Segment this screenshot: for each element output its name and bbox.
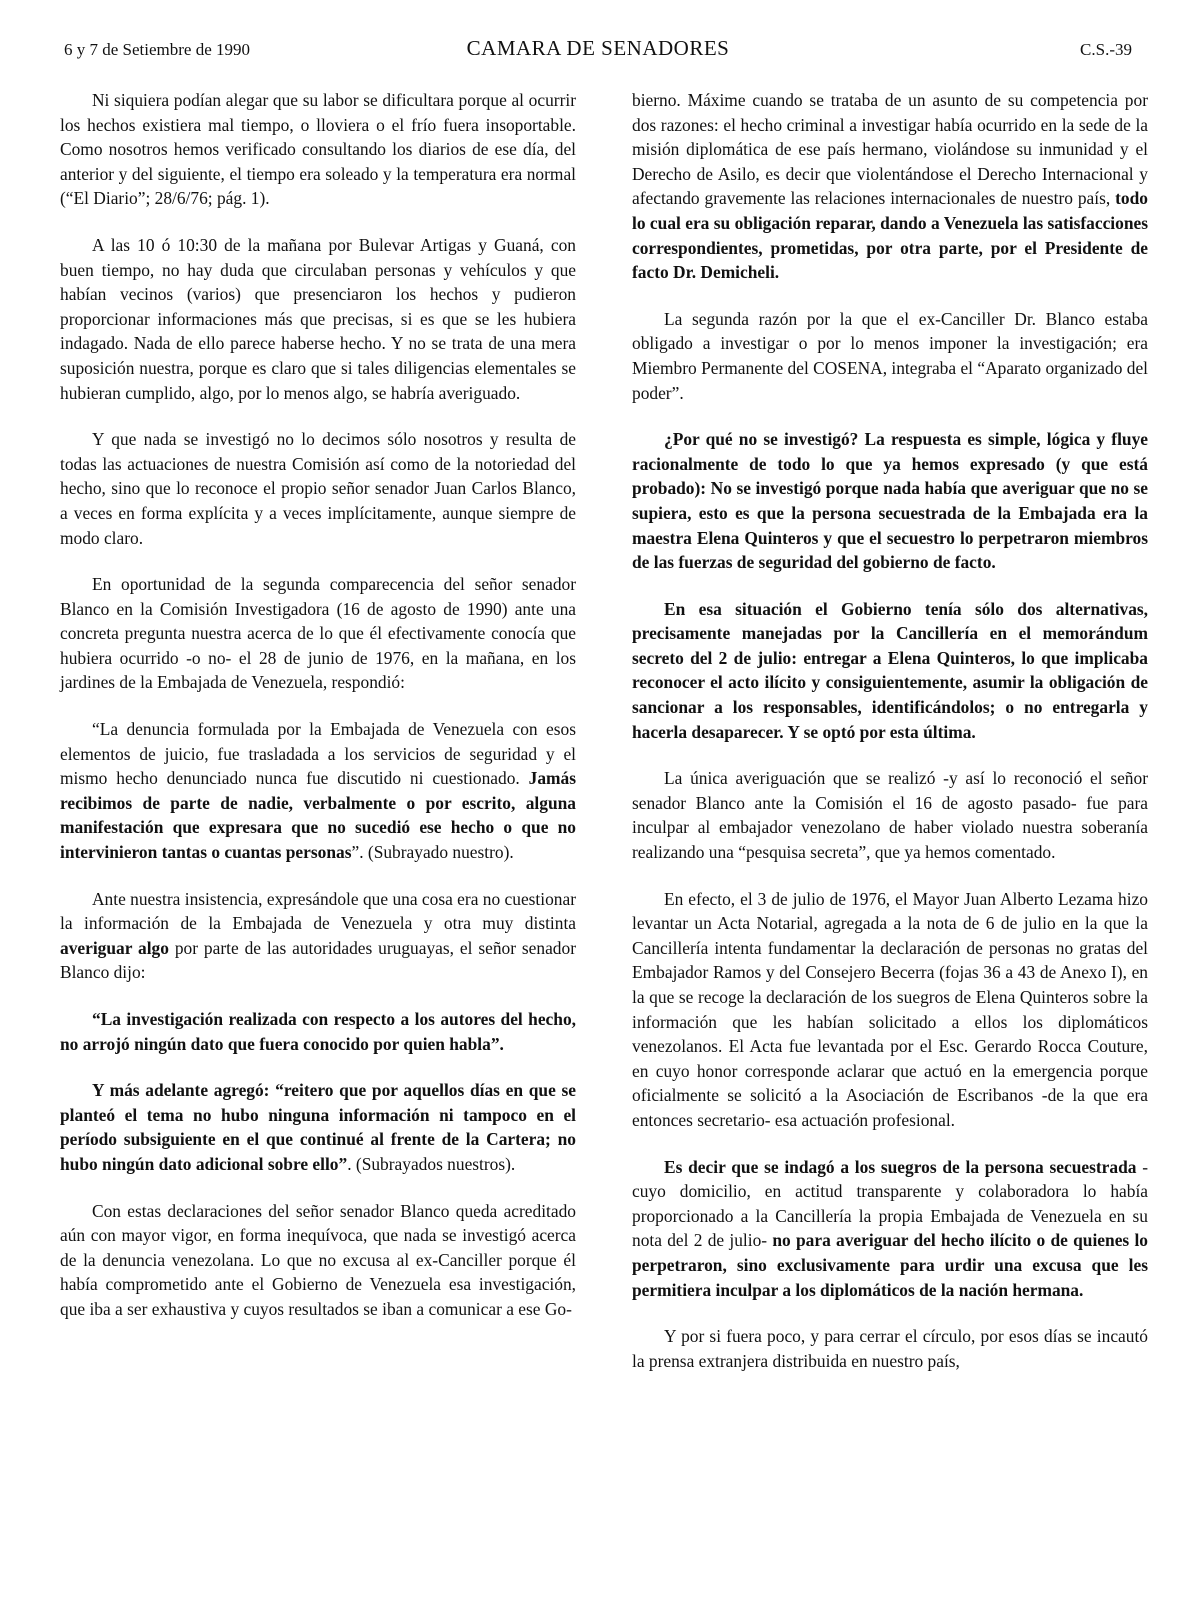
paragraph (632, 766, 1148, 864)
bold-text-segment: Y más adelante agregó: “reitero que por aquellos días en que se planteó el tema no hubo ninguna información ni tampoco en el período subsiguiente en el que continué al frente de la Cartera; no hubo ningún dato adicional sobre ello” (60, 1080, 576, 1174)
paragraph (60, 233, 576, 405)
bold-text-segment: Jamás recibimos de parte de nadie, verbalmente o por escrito, alguna manifestación que expresara que no sucedió ese hecho o que no intervinieron tantas o cuantas personas (60, 768, 576, 863)
text-segment: bierno. Máxime cuando se trataba de un asunto de su competencia por dos razones: el hecho criminal a investigar había ocurrido en la sede de la misión diplomática de ese país hermano, violándose su inmunidad y el Derecho de Asilo, es decir que violentándose el Derecho Internacional y afectando gravemente las relaciones internacionales de nuestro país, (632, 90, 1148, 209)
paragraph (60, 427, 576, 550)
text-segment: Y por si fuera poco, y para cerrar el círculo, por esos días se incautó la prensa extranjera distribuida en nuestro país, (632, 1326, 1148, 1371)
bold-text-segment: ¿Por qué no se investigó? La respuesta es simple, lógica y fluye racionalmente de todo lo que ya hemos expresado (y que está probado): No se investigó porque nada había que averiguar que no se supiera, esto es que la persona secuestrada de la Embajada era la maestra Elena Quinteros y que el secuestro lo perpetraron miembros de las fuerzas de seguridad del gobierno de facto. (632, 429, 1148, 573)
paragraph (632, 887, 1148, 1133)
paragraph (60, 572, 576, 695)
paragraph (60, 717, 576, 865)
bold-text-segment: todo lo cual era su obligación reparar, dando a Venezuela las satisfacciones correspondientes, prometidas, por otra parte, por el Presidente de facto Dr. Demicheli. (632, 188, 1148, 283)
paragraph (60, 1199, 576, 1322)
bold-text-segment: “La investigación realizada con respecto a los autores del hecho, no arrojó ningún dato que fuera conocido por quien habla”. (60, 1009, 576, 1054)
text-segment: A las 10 ó 10:30 de la mañana por Bulevar Artigas y Guaná, con buen tiempo, no hay duda que circulaban personas y vehículos y que habían vecinos (varios) que presenciaron los hechos y pudieron proporcionar informaciones más que precisas, si es que se les hubiera indagado. Nada de ello parece haberse hecho. Y no se trata de una mera suposición nuestra, porque es claro que si tales diligencias elementales se hubieran cumplido, algo, por lo menos algo, se habría averiguado. (60, 234, 576, 403)
text-segment: Con estas declaraciones del señor senador Blanco queda acreditado aún con mayor vigor, en forma inequívoca, que nada se investigó acerca de la denuncia venezolana. Lo que no excusa al ex-Canciller porque él había comprometido ante el Gobierno de Venezuela esa investigación, que iba a ser exhaustiva y cuyos resultados se iban a comunicar a ese Go- (60, 1200, 576, 1319)
text-segment: Ante nuestra insistencia, expresándole que una cosa era no cuestionar la información de la Embajada de Venezuela y otra muy distinta (60, 888, 576, 934)
paragraph (60, 1007, 576, 1056)
text-segment: En oportunidad de la segunda comparecencia del señor senador Blanco en la Comisión Investigadora (16 de agosto de 1990) ante una concreta pregunta nuestra acerca de lo que él efectivamente conocía que hubiera ocurrido -o no- el 28 de junio de 1976, en la mañana, en los jardines de la Embajada de Venezuela, respondió: (60, 574, 576, 693)
bold-text-segment: Es decir que se indagó a los suegros de la persona secuestrada (664, 1156, 1137, 1177)
page-header (64, 36, 1132, 66)
left-column (60, 88, 576, 1344)
paragraph (632, 597, 1148, 745)
text-segment: Y que nada se investigó no lo decimos sólo nosotros y resulta de todas las actuaciones de nuestra Comisión así como de la notoriedad del hecho, sino que lo reconoce el propio señor senador Juan Carlos Blanco, a veces en forma explícita y a veces implícitamente, aunque siempre de modo claro. (60, 429, 576, 548)
bold-text-segment: averiguar algo (60, 937, 169, 958)
paragraph (632, 427, 1148, 575)
header-date: 6 y 7 de Setiembre de 1990 (64, 40, 251, 59)
paragraph (632, 1324, 1148, 1373)
right-column (632, 88, 1148, 1395)
paragraph (60, 887, 576, 985)
paragraph (632, 307, 1148, 405)
header-page-number: C.S.-39 (1080, 40, 1132, 59)
paragraph (632, 1155, 1148, 1303)
text-segment: La segunda razón por la que el ex-Canciller Dr. Blanco estaba obligado a investigar o por lo menos imponer la investigación; era Miembro Permanente del COSENA, integraba el “Aparato organizado del poder”. (632, 308, 1148, 403)
text-segment: por parte de las autoridades uruguayas, el señor senador Blanco dijo: (60, 937, 576, 983)
text-segment: . (Subrayados nuestros). (347, 1153, 516, 1174)
text-segment: ”. (Subrayado nuestro). (351, 842, 514, 863)
text-segment: -cuyo domicilio, en actitud transparente y colaboradora lo había proporcionado a la Cancillería la propia Embajada de Venezuela en su nota del 2 de julio- (632, 1156, 1148, 1251)
paragraph (632, 88, 1148, 285)
bold-text-segment: En esa situación el Gobierno tenía sólo dos alternativas, precisamente manejadas por la Cancillería en el memorándum secreto del 2 de julio: entregar a Elena Quinteros, lo que implicaba reconocer el acto ilícito y consiguientemente, asumir la obligación de sancionar a los responsables, identificándolos; o no entregarla y hacerla desaparecer. Y se optó por esta última. (632, 598, 1148, 742)
bold-text-segment: no para averiguar del hecho ilícito o de quienes lo perpetraron, sino exclusivamente para urdir una excusa que les permitiera inculpar a los diplomáticos de la nación hermana. (632, 1230, 1148, 1300)
header-title: CAMARA DE SENADORES (466, 36, 730, 60)
text-segment: En efecto, el 3 de julio de 1976, el Mayor Juan Alberto Lezama hizo levantar un Acta Notarial, agregada a la nota de 6 de julio en la que la Cancillería intenta fundamentar la declaración de personas no gratas del Embajador Ramos y del Consejero Becerra (fojas 36 a 43 de Anexo I), en la que se recoge la declaración de los suegros de Elena Quinteros sobre la información que les habían solicitado a ellos los diplomáticos venezolanos. El Acta fue levantada por el Esc. Gerardo Rocca Couture, en cuyo honor corresponde aclarar que actuó en la emergencia porque oficialmente se solicitó a la Asociación de Escribanos -de la que era entonces secretario- esa actuación profesional. (632, 888, 1148, 1130)
text-segment: Ni siquiera podían alegar que su labor se dificultara porque al ocurrir los hechos existiera mal tiempo, o lloviera o el frío fuera insoportable. Como nosotros hemos verificado consultando los diarios de ese día, del anterior y del siguiente, el tiempo era soleado y la temperatura era normal (“El Diario”; 28/6/76; pág. 1). (60, 90, 576, 209)
text-segment: “La denuncia formulada por la Embajada de Venezuela con esos elementos de juicio, fue trasladada a los servicios de seguridad y el mismo hecho denunciado nunca fue discutido ni cuestionado. (60, 719, 576, 789)
text-segment: La única averiguación que se realizó -y así lo reconoció el señor senador Blanco ante la Comisión el 16 de agosto pasado- fue para inculpar al embajador venezolano de haber violado nuestra soberanía realizando una “pesquisa secreta”, que ya hemos comentado. (632, 768, 1148, 863)
paragraph (60, 88, 576, 211)
paragraph (60, 1078, 576, 1176)
